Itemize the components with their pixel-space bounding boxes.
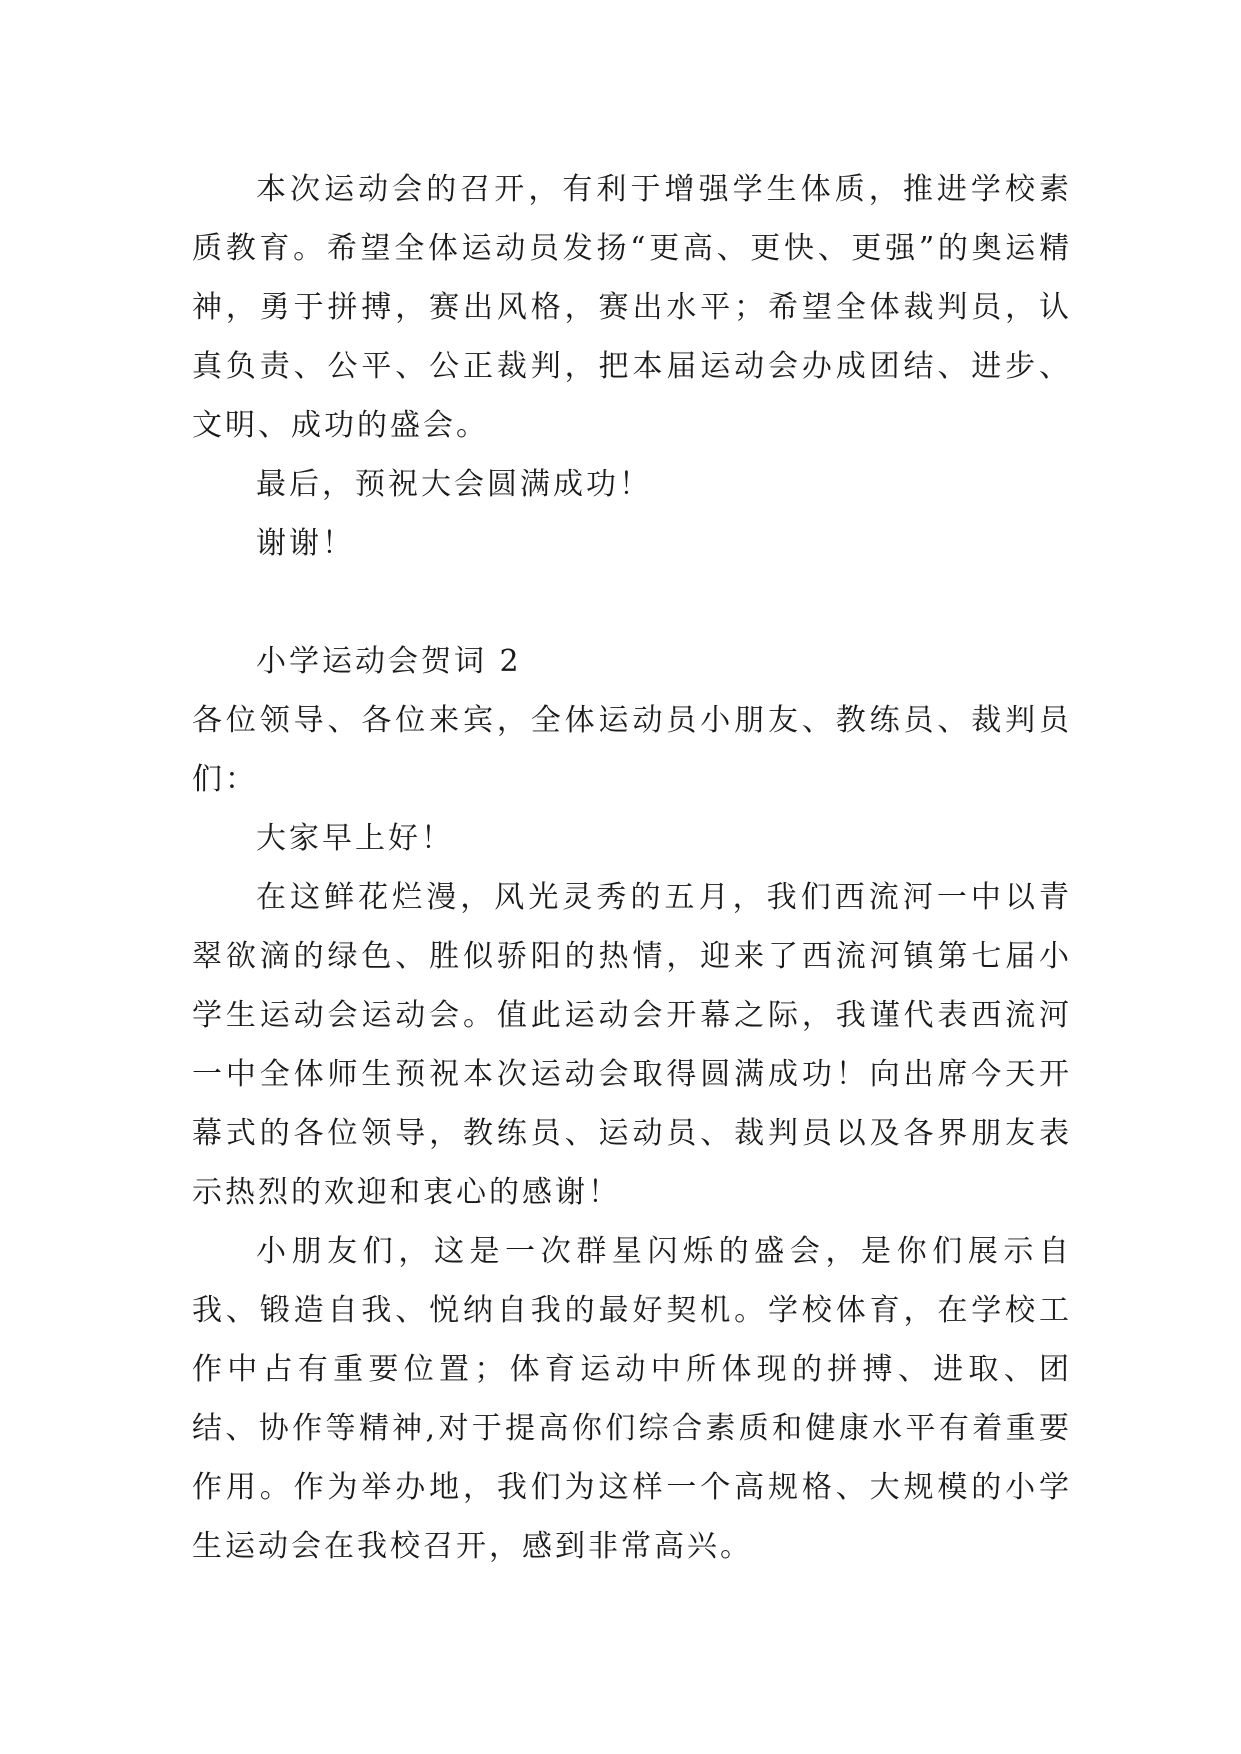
section-gap	[192, 573, 1072, 632]
paragraph-wish-success: 最后，预祝大会圆满成功！	[256, 467, 652, 502]
document-body	[192, 160, 1072, 1576]
paragraph-thanks: 谢谢！	[256, 526, 355, 561]
paragraph-welcome: 在这鲜花烂漫，风光灵秀的五月，我们西流河一中以青翠欲滴的绿色、胜似骄阳的热情，迎来了西流河镇第七届小学生运动会运动会。值此运动会开幕之际，我谨代表西流河一中全体师生预祝本次运动会取得圆满成功！向出席今天开幕式的各位领导，教练员、运动员、裁判员以及各界朋友表示热烈的欢迎和衷心的感谢！	[192, 880, 1072, 1210]
paragraph-school-sports: 小朋友们，这是一次群星闪烁的盛会，是你们展示自我、锻造自我、悦纳自我的最好契机。学校体育，在学校工作中占有重要位置；体育运动中所体现的拼搏、进取、团结、协作等精神,对于提高你们综合素质和健康水平有着重要作用。作为举办地，我们为这样一个高规格、大规模的小学生运动会在我校召开，感到非常高兴。	[192, 1234, 1072, 1564]
greeting: 大家早上好！	[256, 821, 454, 856]
salutation: 各位领导、各位来宾，全体运动员小朋友、教练员、裁判员们：	[192, 703, 1072, 797]
paragraph-sports-meet-purpose: 本次运动会的召开，有利于增强学生体质，推进学校素质教育。希望全体运动员发扬“更高、更快、更强”的奥运精神，勇于拼搏，赛出风格，赛出水平；希望全体裁判员，认真负责、公平、公正裁判，把本届运动会办成团结、进步、文明、成功的盛会。	[192, 172, 1072, 443]
section-title: 小学运动会贺词 2	[256, 644, 522, 679]
